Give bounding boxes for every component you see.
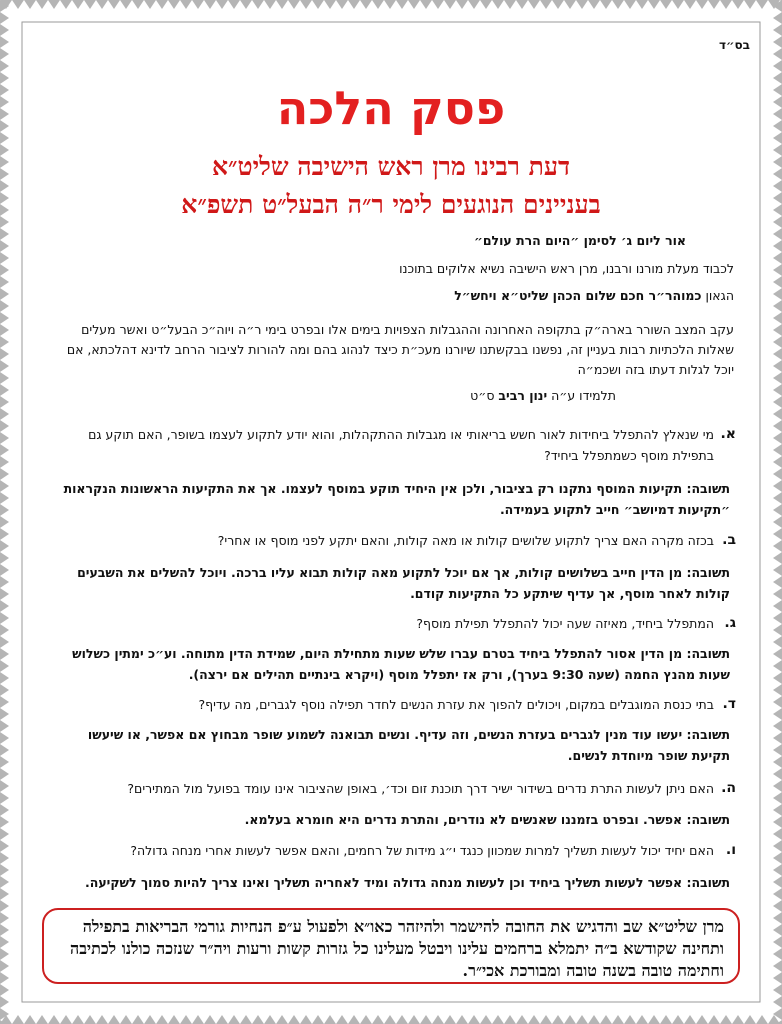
document-page [26, 26, 756, 998]
question-2 [50, 530, 736, 551]
greeting-line: לכבוד מעלת מורנו ורבנו, מרן ראש הישיבה נשיא אלוקים בתוכנו [399, 261, 734, 276]
question-text: בתי כנסת המוגבלים במקום, ויכולים להפוך את עזרת הנשים לחדר תפילה נוסף לגברים, מה עדיף? [198, 697, 714, 712]
question-letter: ה. [721, 780, 736, 796]
question-text: מי שנאלץ להתפלל ביחידות לאור חשש בריאותי או מגבלות ההתקהלות, והוא יודע לתקוע לעצמו בשופר, האם תוקע גם בתפילת מוסף כשמתפלל ביחיד? [88, 427, 714, 463]
question-letter: ב. [722, 532, 736, 548]
subtitle-line-2: בעניינים הנוגעים לימי ר״ה הבעל״ט תשפ״א [181, 190, 601, 219]
answer-1: תשובה: תקיעות המוסף נתקנו רק בציבור, ולכן אין היחיד תוקע במוסף לעצמו. אך את התקיעות הראשונות הנקראות ״תקיעות דמיושב״ חייב לתקוע בעמידה. [63, 481, 730, 517]
answer-5: תשובה: אפשר. ובפרט בזמננו שאנשים לא נודרים, והתרת נדרים היא חומרא בעלמא. [244, 812, 730, 827]
question-text: בכזה מקרה האם צריך לתקוע שלושים קולות או מאה קולות, והאם יתקע לפני מוסף או אחרי? [217, 533, 714, 548]
question-1 [50, 424, 736, 466]
signature-line [48, 386, 616, 406]
signature-name: ינון רביב [498, 388, 548, 403]
signature-prefix: תלמידו ע״ה [551, 388, 616, 403]
closing-statement-box: מרן שליט״א שב והדגיש את החובה להישמר ולהיזהר כאו״א ולפעול ע״פ הנחיות גורמי הבריאות בתפילה ותחינה שקודשא ב״ה יתמלא ברחמים עלינו ויבטל מעלינו כל גזרות קשות ורעות ויה״ר שנזכה כולנו לכתיבה וחתימה טובה בשנה טובה ומבורכת אכי״ר. [42, 908, 740, 984]
question-5 [50, 778, 736, 799]
honorific-line [48, 286, 734, 306]
page-title: פסק הלכה [276, 81, 506, 135]
question-letter: א. [720, 426, 736, 442]
question-letter: ג. [724, 615, 736, 631]
answer-3: תשובה: מן הדין אסור להתפלל ביחיד בטרם עברו שלש שעות מתחילת היום, שמידת הדין מתוחה. וע״כ ימתין כשלוש שעות מהנץ החמה (שעה 9:30 בערך), ורק אז יתפלל מוסף (ויקרא בינתיים תהילים אם ירצה). [72, 646, 730, 682]
bsd-header: בס״ד [718, 38, 750, 52]
signature-suffix: ס״ט [470, 388, 495, 403]
answer-2: תשובה: מן הדין חייב בשלושים קולות, אך אם יוכל לתקוע מאה קולות תבוא עליו ברכה. ויוכל להשלים את השבעים קולות לאחר מוסף, אך עדיף שיתקע כל התקיעות קודם. [77, 565, 730, 601]
question-letter: ד. [722, 696, 736, 712]
answer-6: תשובה: אפשר לעשות תשליך ביחיד וכן לעשות מנחה גדולה ומיד לאחריה תשליך ואינו צריך להיות סמוך לשקיעה. [85, 875, 730, 890]
question-text: האם ניתן לעשות התרת נדרים בשידור ישיר דרך תוכנת זום וכד׳, באופן שהציבור אינו עומד בפועל מול המתירים? [127, 781, 714, 796]
subtitle-line-1: דעת רבינו מרן ראש הישיבה שליט״א [211, 152, 571, 181]
question-text: המתפלל ביחיד, מאיזה שעה יכול להתפלל תפילת מוסף? [416, 616, 714, 631]
question-3 [50, 613, 736, 634]
question-6 [50, 840, 736, 861]
answer-4: תשובה: יעשו עוד מנין לגברים בעזרת הנשים, וזה עדיף. ונשים תבואנה לשמוע שופר מבחוץ אם אפשר, או שיעשו תקיעת שופר מיוחדת לנשים. [87, 727, 730, 763]
date-line: אור ליום ג׳ לסימן ״היום הרת עולם״ [473, 233, 686, 248]
question-4 [50, 694, 736, 715]
honorific-name: כמוהר״ר חכם שלום הכהן שליט״א ויחש״ל [454, 288, 702, 303]
question-text: האם יחיד יכול לעשות תשליך למרות שמכוון כנגד י״ג מידות של רחמים, והאם אפשר לעשות אחרי מנחה גדולה? [130, 843, 714, 858]
honorific-prefix: הגאון [705, 288, 734, 303]
question-letter: ו. [725, 842, 736, 858]
request-paragraph: עקב המצב השורר בארה״ק בתקופה האחרונה וההגבלות הצפויות בימים אלו ובפרט בימי ר״ה ויוה״כ הבעל״ט ואשר מעלים שאלות הלכתיות רבות בעניין זה, נפשנו בבקשתנו שיורנו מעכ״ת כיצד לנהוג בהם ומה להורות לציבור הרחב לדינא דהלכתא, אם יוכל לגלות דעתו בזה ושכמ״ה [66, 322, 734, 377]
